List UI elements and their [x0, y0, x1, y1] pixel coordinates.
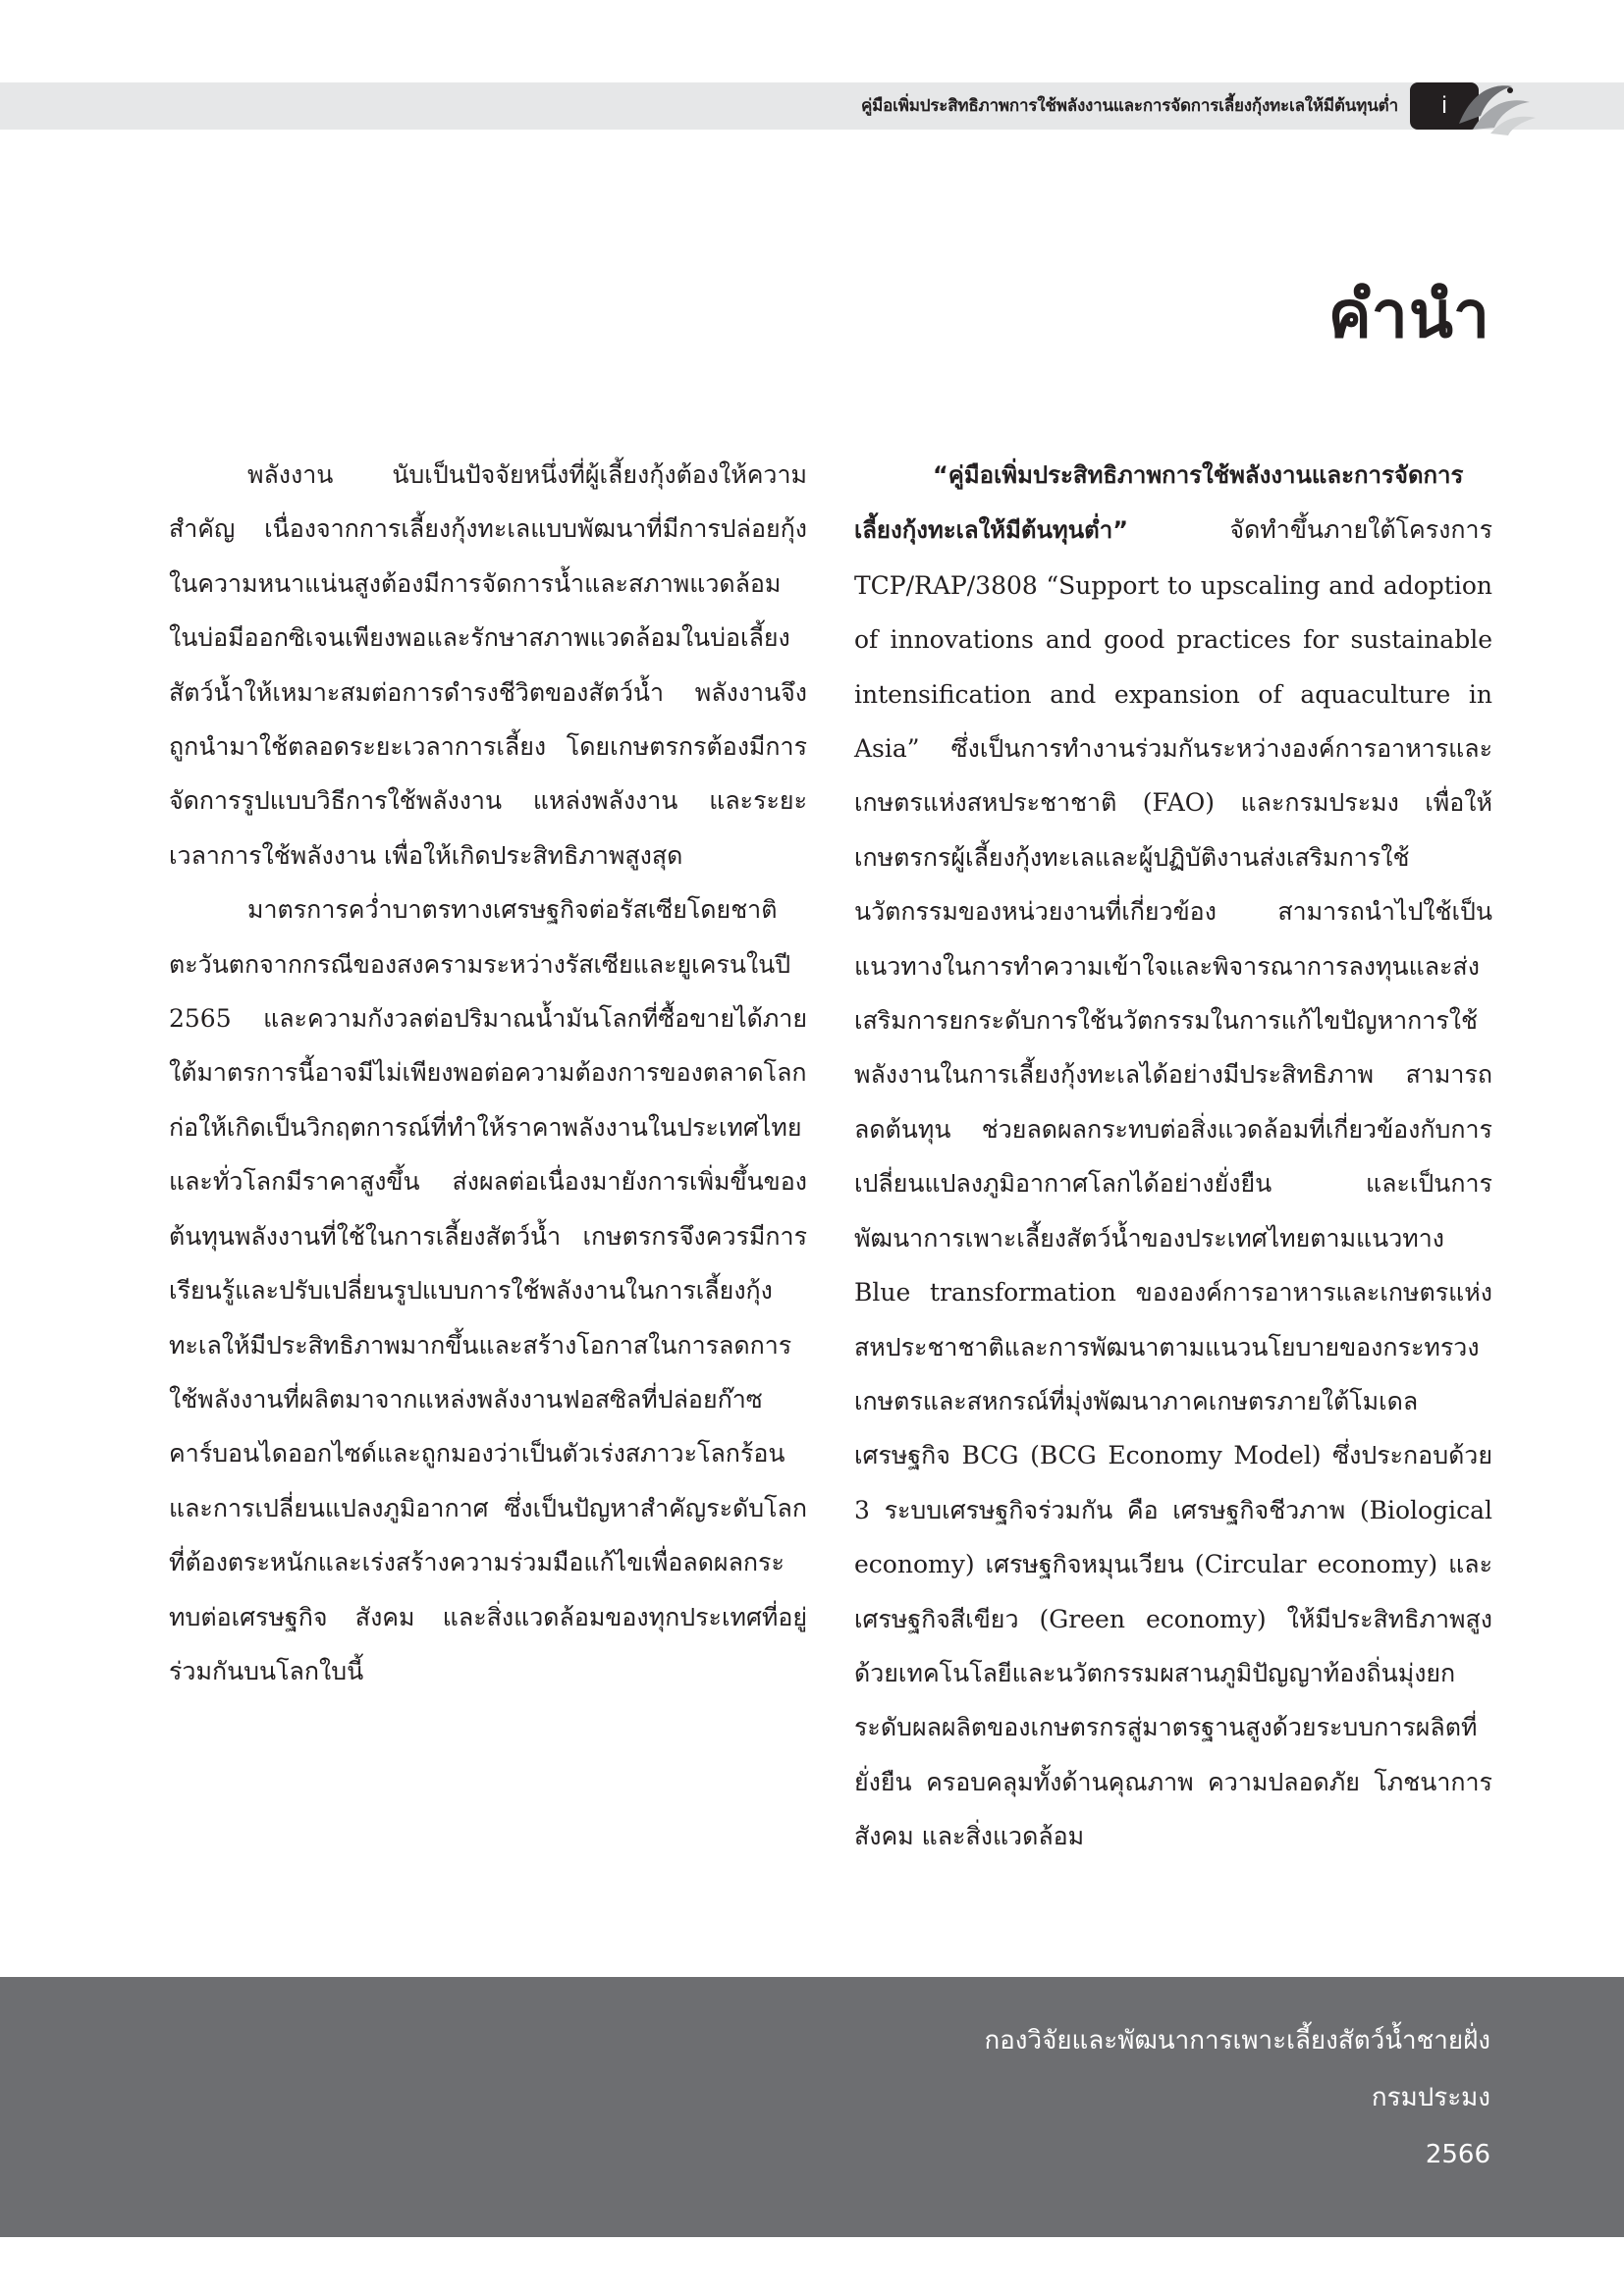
page-title: คำนำ — [1327, 277, 1490, 352]
footer-signature — [984, 2012, 1490, 2183]
left-text-column — [169, 448, 807, 1698]
manual-title-bold: “คู่มือเพิ่มประสิทธิภาพการใช้พลังงานและการจัดการเลี้ยงกุ้งทะเลให้มีต้นทุนต่ำ” — [854, 461, 1464, 545]
paragraph: พลังงาน นับเป็นปัจจัยหนึ่งที่ผู้เลี้ยงกุ้งต้องให้ความสำคัญ เนื่องจากการเลี้ยงกุ้งทะเลแบบพัฒนาที่มีการปล่อยกุ้งในความหนาแน่นสูงต้องมีการจัดการน้ำและสภาพแวดล้อมในบ่อมีออกซิเจนเพียงพอและรักษาสภาพแวดล้อมในบ่อเลี้ยงสัตว์น้ำให้เหมาะสมต่อการดำรงชีวิตของสัตว์น้ำ พลังงานจึงถูกนำมาใช้ตลอดระยะเวลาการเลี้ยง โดยเกษตรกรต้องมีการจัดการรูปแบบวิธีการใช้พลังงาน แหล่งพลังงาน และระยะเวลาการใช้พลังงาน เพื่อให้เกิดประสิทธิภาพสูงสุด — [169, 460, 807, 870]
running-header-title: คู่มือเพิ่มประสิทธิภาพการใช้พลังงานและการจัดการเลี้ยงกุ้งทะเลให้มีต้นทุนต่ำ — [860, 96, 1398, 116]
footer-year: 2566 — [1425, 2140, 1490, 2169]
paragraph-body: จัดทำขึ้นภายใต้โครงการ TCP/RAP/3808 “Support to upscaling and adoption of innovations and good practices for sustainable intensification and expansion of aquaculture in Asia” ซึ่งเป็นการทำงานร่วมกันระหว่างองค์การอาหารและเกษตรแห่งสหประชาชาติ (FAO) และกรมประมง เพื่อให้เกษตรกรผู้เลี้ยงกุ้งทะเลและผู้ปฏิบัติงานส่งเสริมการใช้นวัตกรรมของหน่วยงานที่เกี่ยวข้อง สามารถนำไปใช้เป็นแนวทางในการทำความเข้าใจและพิจารณาการลงทุนและส่งเสริมการยกระดับการใช้นวัตกรรมในการแก้ไขปัญหาการใช้พลังงานในการเลี้ยงกุ้งทะเลได้อย่างมีประสิทธิภาพ สามารถลดต้นทุน ช่วยลดผลกระทบต่อสิ่งแวดล้อมที่เกี่ยวข้องกับการเปลี่ยนแปลงภูมิอากาศโลกได้อย่างยั่งยืน และเป็นการพัฒนาการเพาะเลี้ยงสัตว์น้ำของประเทศไทยตามแนวทาง Blue transformation ขององค์การอาหารและเกษตรแห่งสหประชาชาติและการพัฒนาตามแนวนโยบายของกระทรวงเกษตรและสหกรณ์ที่มุ่งพัฒนาภาคเกษตรภายใต้โมเดลเศรษฐกิจ BCG (BCG Economy Model) ซึ่งประกอบด้วย 3 ระบบเศรษฐกิจร่วมกัน คือ เศรษฐกิจชีวภาพ (Biological economy) เศรษฐกิจหมุนเวียน (Circular economy) และเศรษฐกิจสีเขียว (Green economy) ให้มีประสิทธิภาพสูงด้วยเทคโนโลยีและนวัตกรรมผสานภูมิปัญญาท้องถิ่นมุ่งยกระดับผลผลิตของเกษตรกรสู่มาตรฐานสูงด้วยระบบการผลิตที่ยั่งยืน ครอบคลุมทั้งด้านคุณภาพ ความปลอดภัย โภชนาการ สังคม และสิ่งแวดล้อม — [854, 515, 1492, 1851]
page-number-tab: i — [1410, 82, 1479, 130]
right-text-column — [854, 448, 1492, 1864]
wave-shrimp-logo-icon — [1451, 65, 1540, 143]
paragraph: มาตรการคว่ำบาตรทางเศรษฐกิจต่อรัสเซียโดยชาติตะวันตกจากกรณีของสงครามระหว่างรัสเซียและยูเครนในปี 2565 และความกังวลต่อปริมาณน้ำมันโลกที่ซื้อขายได้ภายใต้มาตรการนี้อาจมีไม่เพียงพอต่อความต้องการของตลาดโลก ก่อให้เกิดเป็นวิกฤตการณ์ที่ทำให้ราคาพลังงานในประเทศไทยและทั่วโลกมีราคาสูงขึ้น ส่งผลต่อเนื่องมายังการเพิ่มขึ้นของต้นทุนพลังงานที่ใช้ในการเลี้ยงสัตว์น้ำ เกษตรกรจึงควรมีการเรียนรู้และปรับเปลี่ยนรูปแบบการใช้พลังงานในการเลี้ยงกุ้งทะเลให้มีประสิทธิภาพมากขึ้นและสร้างโอกาสในการลดการใช้พลังงานที่ผลิตมาจากแหล่งพลังงานฟอสซิลที่ปล่อยก๊าซคาร์บอนไดออกไซด์และถูกมองว่าเป็นตัวเร่งสภาวะโลกร้อนและการเปลี่ยนแปลงภูมิอากาศ ซึ่งเป็นปัญหาสำคัญระดับโลกที่ต้องตระหนักและเร่งสร้างความร่วมมือแก้ไขเพื่อลดผลกระทบต่อเศรษฐกิจ สังคม และสิ่งแวดล้อมของทุกประเทศที่อยู่ร่วมกันบนโลกใบนี้ — [169, 895, 807, 1685]
paragraph — [854, 448, 1492, 1864]
footer-department: กรมประมง — [1371, 2083, 1490, 2112]
footer-organization: กองวิจัยและพัฒนาการเพาะเลี้ยงสัตว์น้ำชายฝั่ง — [984, 2026, 1490, 2056]
